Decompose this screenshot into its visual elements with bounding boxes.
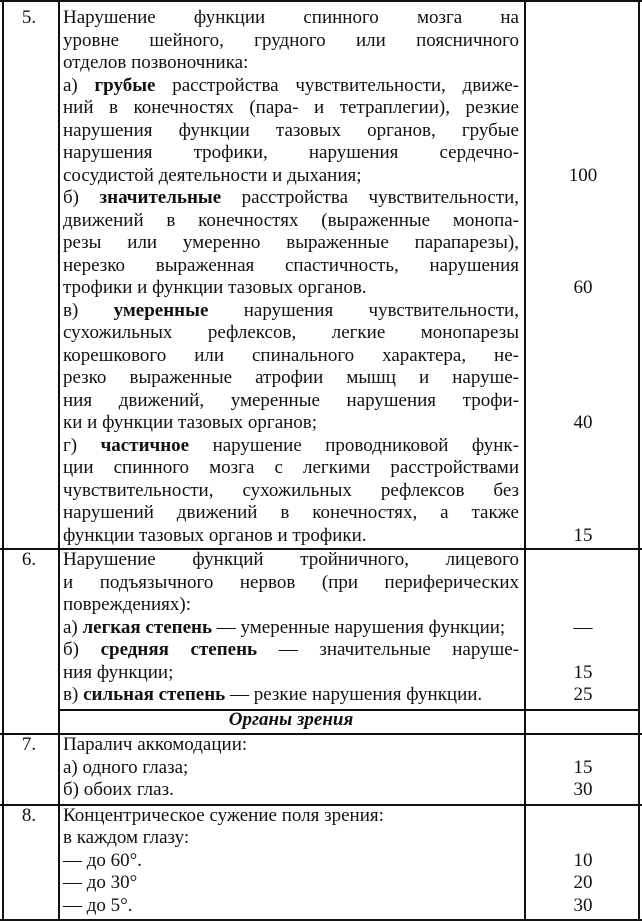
bold-term: сильная степень	[83, 684, 226, 705]
row-description	[63, 734, 519, 802]
column-divider-number	[58, 0, 60, 921]
percent-value: 15	[573, 756, 593, 778]
text-line	[63, 75, 519, 98]
text-line	[63, 165, 519, 188]
percent-value: 20	[573, 872, 593, 893]
text-line	[63, 367, 519, 390]
text-line	[63, 662, 519, 685]
text-fragment: резко выраженные атрофии мышц и наруше-	[63, 367, 519, 388]
text-fragment: корешкового или спинального характера, не-	[63, 344, 519, 366]
text-fragment: повреждениях):	[63, 594, 191, 615]
text-line	[63, 480, 519, 503]
row-description	[63, 805, 519, 918]
text-fragment: в)	[63, 299, 114, 321]
percent-value: 60	[573, 277, 593, 298]
text-fragment: в каждом глазу:	[63, 827, 190, 848]
text-fragment: отделов позвоночника:	[63, 52, 249, 73]
table-border-top	[0, 0, 642, 2]
text-fragment: а)	[63, 74, 95, 96]
text-fragment: б)	[63, 639, 101, 660]
text-line	[63, 895, 519, 918]
text-fragment: ки и функции тазовых органов;	[63, 412, 318, 433]
text-fragment: чувствительности, сухожильных рефлексов без	[63, 479, 519, 501]
text-fragment: трофики и функции тазовых органов.	[63, 277, 367, 298]
text-fragment: б) обоих глаз.	[63, 779, 174, 800]
text-fragment: — до 5°.	[63, 894, 133, 916]
text-line	[63, 390, 519, 413]
text-line	[63, 187, 519, 210]
bold-term: значительные	[99, 187, 222, 208]
percent-value: 30	[573, 779, 593, 800]
text-line	[63, 734, 519, 757]
text-fragment: Паралич аккомодации:	[63, 734, 248, 755]
text-fragment: г)	[63, 434, 101, 456]
bold-term: грубые	[94, 74, 156, 96]
text-fragment: Нарушение функций тройничного, лицевого	[63, 549, 519, 570]
text-fragment: нерезко выраженная спастичность, нарушения	[63, 254, 519, 276]
text-fragment: — умеренные нарушения функции;	[212, 616, 506, 638]
text-line	[63, 345, 519, 368]
text-fragment: Нарушение функции спинного мозга на	[63, 7, 519, 28]
text-line	[63, 525, 519, 548]
text-line	[63, 97, 519, 120]
text-fragment: сухожильных рефлексов, легкие монопарезы	[63, 322, 519, 343]
text-fragment: расстройства чувствительности, движе-	[155, 74, 519, 96]
table-border-left	[2, 0, 4, 921]
section-heading: Органы зрения	[228, 708, 354, 730]
text-fragment: ции спинного мозга с легкими расстройствами	[63, 457, 519, 478]
row-number: 5.	[21, 7, 37, 28]
text-fragment: б)	[63, 187, 100, 208]
text-fragment: — до 30°	[63, 872, 138, 893]
percent-value: 40	[573, 412, 593, 433]
text-fragment: в)	[63, 684, 84, 705]
text-line	[63, 52, 519, 75]
percent-value: 15	[573, 524, 593, 546]
text-fragment: ния движений, умеренные нарушения трофи-	[63, 389, 519, 411]
text-fragment: нарушения чувствительности,	[208, 299, 519, 321]
row-description	[63, 7, 519, 547]
row-number: 6.	[21, 549, 37, 570]
bold-term: умеренные	[113, 299, 209, 321]
row-description	[63, 549, 519, 707]
percent-value: 30	[573, 894, 593, 916]
percent-value: 25	[573, 684, 593, 705]
text-line	[63, 617, 519, 640]
percent-value: 10	[573, 849, 593, 871]
percent-value: 15	[573, 661, 593, 683]
text-line	[63, 322, 519, 345]
text-fragment: расстройства чувствительности,	[221, 187, 519, 208]
text-line	[63, 779, 519, 802]
text-line	[63, 549, 519, 572]
text-fragment: — до 60°.	[63, 849, 143, 871]
bold-term: средняя степень	[100, 639, 258, 660]
text-line	[63, 639, 519, 662]
text-line	[63, 594, 519, 617]
text-line	[63, 572, 519, 595]
text-line	[63, 872, 519, 895]
text-line	[63, 850, 519, 873]
text-line	[63, 7, 519, 30]
text-line	[63, 232, 519, 255]
text-fragment: а) одного глаза;	[63, 756, 189, 778]
text-fragment: нарушения трофики, нарушения сердечно-	[63, 142, 519, 163]
text-line	[63, 142, 519, 165]
text-line	[63, 805, 519, 828]
text-line	[63, 457, 519, 480]
text-fragment: и подъязычного нервов (при периферических	[63, 571, 519, 593]
percent-value: —	[573, 616, 593, 638]
text-fragment: движений в конечностях (выраженные монопа-	[63, 209, 519, 231]
text-line	[63, 684, 519, 707]
text-fragment: ния функции;	[63, 661, 174, 683]
text-fragment: — резкие нарушения функции.	[225, 684, 483, 705]
text-fragment: Концентрическое сужение поля зрения:	[63, 804, 384, 826]
bold-term: частичное	[100, 434, 190, 456]
percent-value: 100	[568, 164, 598, 186]
text-fragment: нарушения функции тазовых органов, грубые	[63, 119, 519, 141]
row-number: 7.	[21, 734, 37, 755]
text-fragment: а)	[63, 616, 83, 638]
text-line	[63, 757, 519, 780]
text-fragment: — значительные наруше-	[257, 639, 520, 660]
text-fragment: функции тазовых органов и трофики.	[63, 524, 367, 546]
text-fragment: уровне шейного, грудного или поясничного	[63, 29, 519, 51]
text-fragment: ний в конечностях (пара- и тетраплегии), резкие	[63, 97, 519, 118]
text-line	[63, 277, 519, 300]
text-line	[63, 120, 519, 143]
text-line	[63, 412, 519, 435]
text-line	[63, 502, 519, 525]
text-line	[63, 255, 519, 278]
text-fragment: сосудистой деятельности и дыхания;	[63, 164, 362, 186]
text-fragment: резы или умеренно выраженные парапарезы),	[63, 232, 519, 253]
bold-term: легкая степень	[82, 616, 212, 638]
text-fragment: нарушение проводниковой функ-	[189, 434, 519, 456]
text-line	[63, 435, 519, 458]
text-line	[63, 827, 519, 850]
text-line	[63, 210, 519, 233]
text-line	[63, 30, 519, 53]
text-line	[63, 300, 519, 323]
row-number: 8.	[21, 804, 37, 826]
text-fragment: нарушений движений в конечностях, а также	[63, 502, 519, 523]
